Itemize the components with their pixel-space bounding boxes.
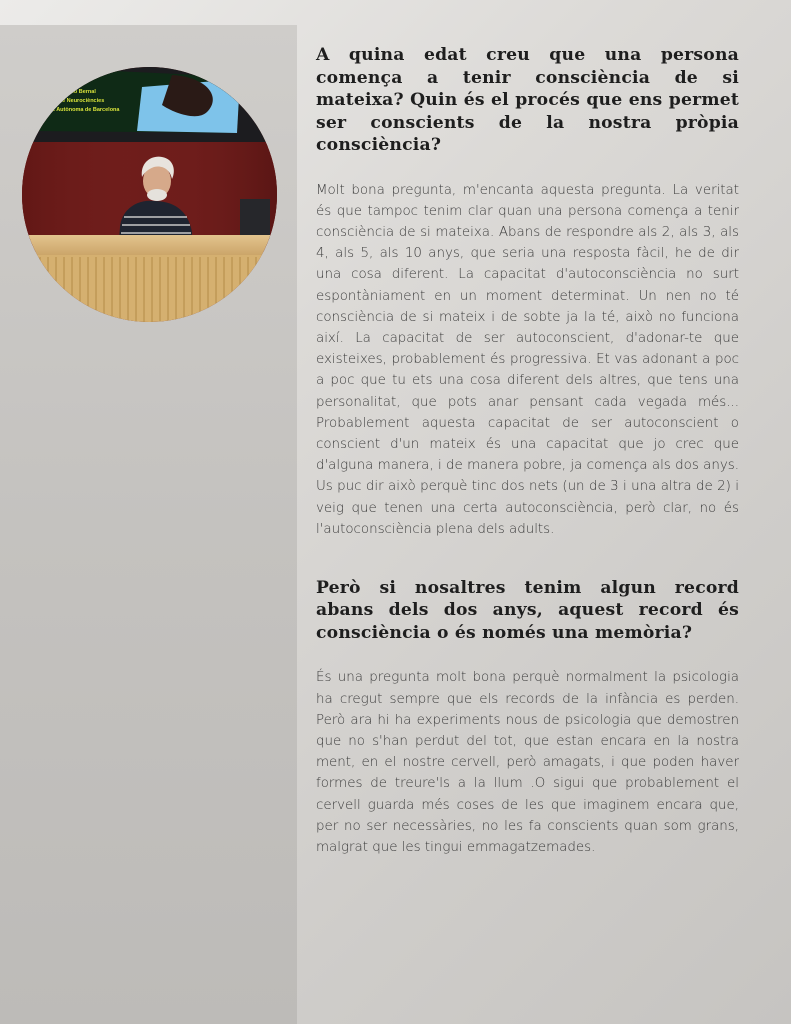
article-content xyxy=(316,44,739,858)
speaker-photo xyxy=(22,67,277,322)
slide-line-3: at Autònoma de Barcelona xyxy=(50,107,120,113)
question-2: Però si nosaltres tenim algun record abans dels dos anys, aquest record és consciència o és només una memòria? xyxy=(316,577,739,643)
slide-line-2: to de Neurociències xyxy=(52,98,105,104)
answer-1: Molt bona pregunta, m'encanta aquesta pregunta. La veritat és que tampoc tenim clar quan una persona comença a tenir consciència de si mateixa. Abans de respondre als 2, als 3, als 4, als 5, als 10 anys, que seria una resposta fàcil, he de dir una cosa diferent. La capacitat d'autoconsciència no surt espontàniament en un moment determinat. Un nen no té consciència de si mateix i de sobte ja la té, això no funciona així. La capacitat de ser autoconscient, d'adonar-te que existeixes, probablement és progressiva. Et vas adonant a poc a poc que tu ets una cosa diferent dels altres, que tens una personalitat, que pots anar pensant cada vegada més... Probablement aquesta capacitat de ser autoconscient o conscient d'un mateix és una capacitat que jo crec que d'alguna manera, i de manera pobre, ja comença als dos anys. Us puc dir això perquè tinc dos nets (un de 3 i una altra de 2) i veig que tenen una certa autoconsciència, però clar, no és l'autoconsciència plena dels adults. xyxy=(316,182,739,537)
question-1: A quina edat creu que una persona comença a tenir consciència de si mateixa? Quin és el procés que ens permet ser conscients de la nostra pròpia consciència? xyxy=(316,45,739,155)
slide-line-1: Morgado Bernal xyxy=(54,89,96,95)
answer-2: És una pregunta molt bona perquè normalment la psicologia ha cregut sempre que els records de la infància es perden. Però ara hi ha experiments nous de psicologia que demostren que no s'han perdut del tot, que estan encara en la nostra ment, en el nostre cervell, però amagats, i que poden haver formes de treure'ls a la llum .O sigui que probablement el cervell guarda més coses de les que imaginem encara que, per no ser necessàries, no les fa conscients quan som grans, malgrat que les tingui emmagatzemades. xyxy=(316,670,739,856)
